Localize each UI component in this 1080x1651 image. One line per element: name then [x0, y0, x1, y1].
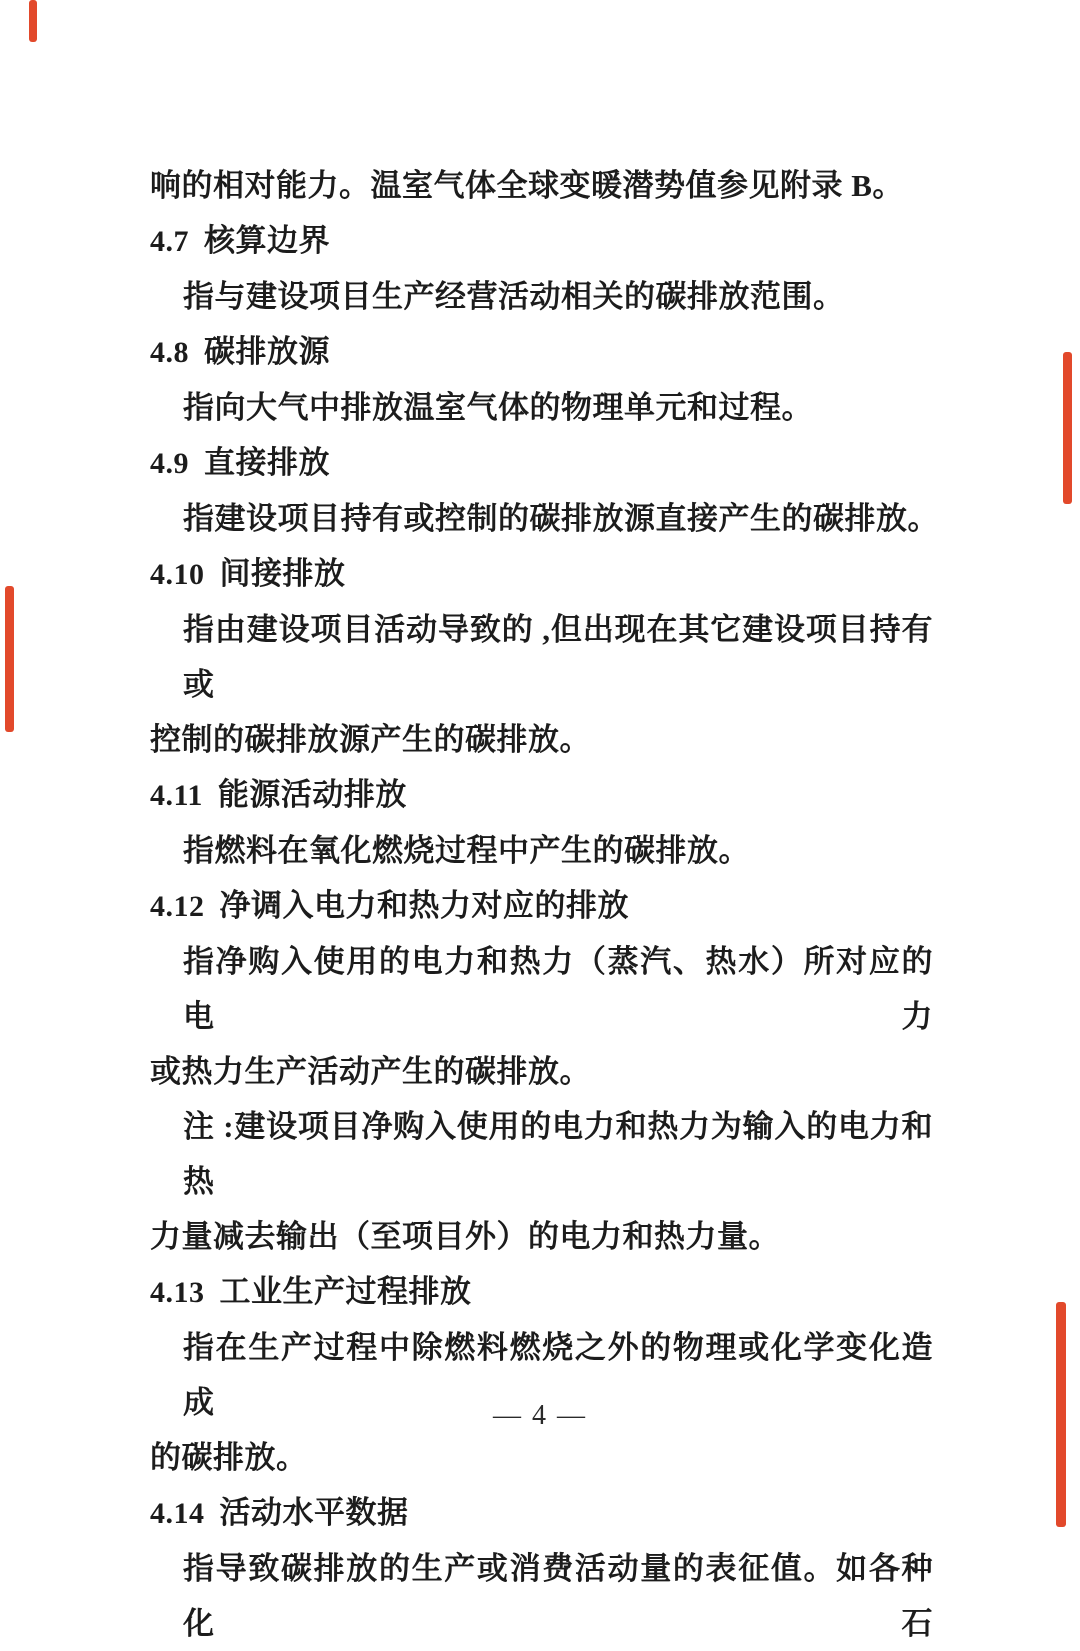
section-number: 4.9 — [150, 447, 189, 480]
text-line: 指燃料在氧化燃烧过程中产生的碳排放。 — [183, 833, 750, 868]
red-scan-artifact-right — [1063, 352, 1072, 504]
text-line: 或热力生产活动产生的碳排放。 — [150, 1054, 591, 1089]
section-title: 能源活动排放 — [217, 777, 407, 812]
red-scan-artifact-left — [5, 586, 14, 732]
section-title: 核算边界 — [204, 223, 330, 258]
section-heading — [150, 1264, 933, 1320]
text-line: 指与建设项目生产经营活动相关的碳排放范围。 — [183, 279, 845, 314]
text-line: 响的相对能力。温室气体全球变暖潜势值参见附录 B。 — [150, 168, 904, 203]
section-heading — [150, 546, 933, 602]
section-title: 碳排放源 — [204, 334, 330, 369]
text-line: 指在生产过程中除燃料燃烧之外的物理或化学变化造成 — [183, 1330, 933, 1420]
section-title: 工业生产过程排放 — [219, 1274, 472, 1309]
page-number: — 4 — — [493, 1400, 587, 1431]
section-number: 4.11 — [150, 779, 203, 812]
text-line: 指向大气中排放温室气体的物理单元和过程。 — [183, 390, 813, 425]
section-title: 间接排放 — [219, 556, 346, 591]
section-number: 4.12 — [150, 890, 205, 923]
section-number: 4.8 — [150, 336, 189, 369]
text-line: 指净购入使用的电力和热力（蒸汽、热水）所对应的电力 — [183, 944, 933, 1034]
section-heading — [150, 878, 933, 934]
text-line: 指由建设项目活动导致的 ,但出现在其它建设项目持有或 — [183, 612, 933, 702]
text-line: 指导致碳排放的生产或消费活动量的表征值。如各种化石 — [183, 1551, 933, 1641]
text-line: 指建设项目持有或控制的碳排放源直接产生的碳排放。 — [183, 501, 939, 536]
section-title: 活动水平数据 — [219, 1495, 409, 1530]
text-line: 注 :建设项目净购入使用的电力和热力为输入的电力和热 — [183, 1109, 933, 1199]
section-title: 净调入电力和热力对应的排放 — [219, 888, 629, 923]
section-heading — [150, 767, 933, 823]
section-heading — [150, 1485, 933, 1541]
text-line: 的碳排放。 — [150, 1440, 308, 1475]
red-scan-artifact-top-left — [29, 0, 37, 42]
text-line: 力量减去输出（至项目外）的电力和热力量。 — [150, 1219, 780, 1254]
section-number: 4.7 — [150, 225, 189, 258]
section-heading — [150, 213, 933, 269]
section-number: 4.14 — [150, 1497, 205, 1530]
section-heading — [150, 324, 933, 380]
red-scan-artifact-bottom-right — [1056, 1302, 1066, 1527]
section-title: 直接排放 — [204, 445, 330, 480]
section-number: 4.13 — [150, 1276, 205, 1309]
section-number: 4.10 — [150, 558, 205, 591]
text-line: 控制的碳排放源产生的碳排放。 — [150, 722, 591, 757]
section-heading — [150, 435, 933, 491]
